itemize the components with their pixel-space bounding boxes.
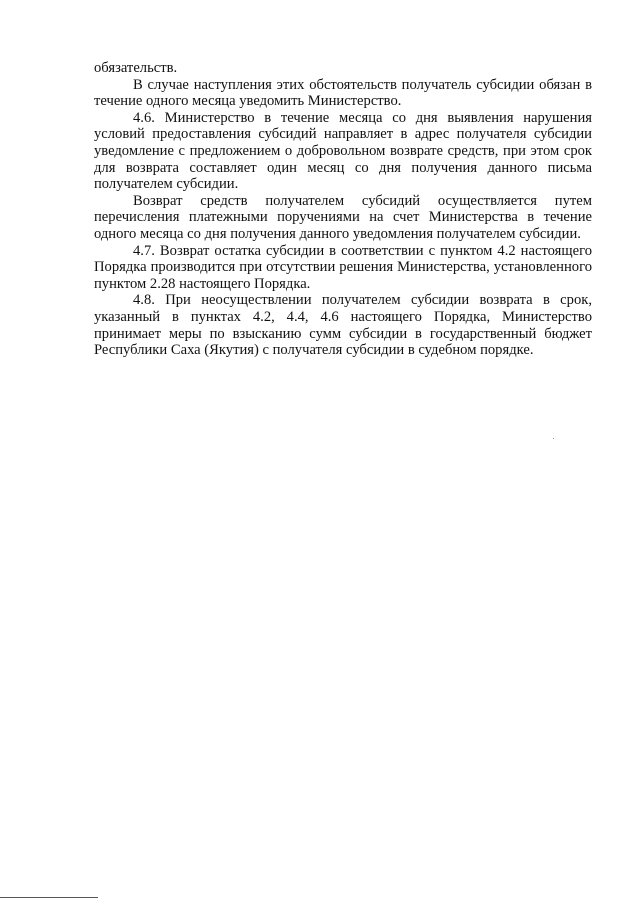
paragraph-notification: В случае наступления этих обстоятельств получатель субсидии обязан в течение одного месяца уведомить Министерство. — [94, 76, 592, 110]
paragraph-4-8: 4.8. При неосуществлении получателем субсидии возврата в срок, указанный в пунктах 4.2, 4.4, 4.6 настоящего Порядка, Министерство принимает меры по взысканию сумм субсидии в государственный бюджет Республики Саха (Якутия) с получателя субсидии в судебном порядке. — [94, 292, 592, 359]
scan-speck — [553, 438, 554, 439]
footer-rule — [0, 897, 98, 898]
paragraph-4-6: 4.6. Министерство в течение месяца со дня выявления нарушения условий предоставления субсидий направляет в адрес получателя субсидии уведомление с предложением о добровольном возврате средств, при этом срок для возврата составляет один месяц со дня получения данного письма получателем субсидии. — [94, 109, 592, 193]
document-body — [94, 60, 592, 359]
paragraph-refund-method: Возврат средств получателем субсидий осуществляется путем перечисления платежными поручениями на счет Министерства в течение одного месяца со дня получения данного уведомления получателем субсидии. — [94, 192, 592, 242]
paragraph-continuation: обязательств. — [94, 60, 178, 76]
paragraph-4-7: 4.7. Возврат остатка субсидии в соответствии с пунктом 4.2 настоящего Порядка производится при отсутствии решения Министерства, установленного пунктом 2.28 настоящего Порядка. — [94, 242, 592, 292]
